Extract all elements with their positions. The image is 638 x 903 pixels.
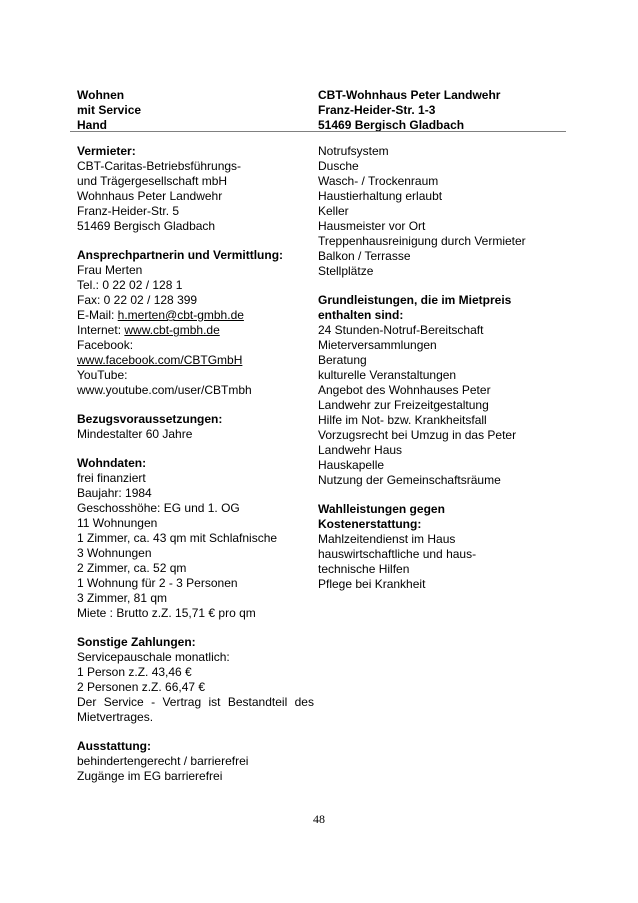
- contact-phone: Tel.: 0 22 02 / 128 1: [77, 278, 183, 292]
- wohndaten-line: 3 Zimmer, 81 qm: [77, 591, 168, 605]
- note-word: Service: [103, 695, 144, 709]
- wahl-line: hauswirtschaftliche und haus-: [318, 547, 477, 561]
- wahl-heading: Kostenerstattung:: [318, 517, 422, 531]
- ausstattung-line: Zugänge im EG barrierefrei: [77, 769, 223, 783]
- feature-line: Haustierhaltung erlaubt: [318, 189, 443, 203]
- wohndaten-heading: Wohndaten:: [77, 456, 147, 470]
- feature-line: Treppenhausreinigung durch Vermieter: [318, 234, 526, 248]
- right-column: [318, 144, 568, 592]
- wohndaten-line: frei finanziert: [77, 471, 146, 485]
- zahlungen-line: Servicepauschale monatlich:: [77, 650, 230, 664]
- grund-line: Angebot des Wohnhauses Peter: [318, 383, 491, 397]
- ausstattung-line: behindertengerecht / barrierefrei: [77, 754, 249, 768]
- grund-line: Vorzugsrecht bei Umzug in das Peter: [318, 428, 517, 442]
- wahl-line: technische Hilfen: [318, 562, 410, 576]
- note-word: Bestandteil: [227, 695, 288, 709]
- page-number: 48: [313, 812, 325, 826]
- wahl-line: Pflege bei Krankheit: [318, 577, 426, 591]
- note-word: des: [294, 695, 314, 709]
- header-left-line: Wohnen: [77, 88, 125, 102]
- grund-line: Landwehr Haus: [318, 443, 403, 457]
- zahlungen-heading: Sonstige Zahlungen:: [77, 635, 196, 649]
- facebook-link[interactable]: www.facebook.com/CBTGmbH: [77, 353, 243, 367]
- header-right-line: Franz-Heider-Str. 1-3: [318, 103, 436, 117]
- wohndaten-line: 3 Wohnungen: [77, 546, 152, 560]
- vermieter-heading: Vermieter:: [77, 144, 136, 158]
- feature-line: Balkon / Terrasse: [318, 249, 411, 263]
- wohndaten-line: 1 Zimmer, ca. 43 qm mit Schlafnische: [77, 531, 278, 545]
- vermieter-line: CBT-Caritas-Betriebsführungs-: [77, 159, 242, 173]
- grund-heading: enthalten sind:: [318, 308, 404, 322]
- wohndaten-line: 1 Wohnung für 2 - 3 Personen: [77, 576, 238, 590]
- wohndaten-line: 11 Wohnungen: [77, 516, 158, 530]
- wahl-heading: Wahlleistungen gegen: [318, 502, 445, 516]
- header-right: [318, 88, 558, 133]
- feature-line: Notrufsystem: [318, 144, 389, 158]
- wohndaten-line: Baujahr: 1984: [77, 486, 152, 500]
- internet-link[interactable]: www.cbt-gmbh.de: [124, 323, 220, 337]
- feature-line: Hausmeister vor Ort: [318, 219, 426, 233]
- contact-name: Frau Merten: [77, 263, 143, 277]
- header-right-line: 51469 Bergisch Gladbach: [318, 118, 465, 132]
- grund-line: Hauskapelle: [318, 458, 385, 472]
- grund-line: Nutzung der Gemeinschaftsräume: [318, 473, 501, 487]
- bezug-line: Mindestalter 60 Jahre: [77, 427, 193, 441]
- left-column: [77, 144, 317, 784]
- zahlungen-line: 1 Person z.Z. 43,46 €: [77, 665, 192, 679]
- email-link[interactable]: h.merten@cbt-gmbh.de: [117, 308, 244, 322]
- feature-line: Dusche: [318, 159, 359, 173]
- grund-line: 24 Stunden-Notruf-Bereitschaft: [318, 323, 484, 337]
- vermieter-line: 51469 Bergisch Gladbach: [77, 219, 216, 233]
- header-divider: [70, 131, 566, 132]
- grund-line: Beratung: [318, 353, 367, 367]
- grund-line: Hilfe im Not- bzw. Krankheitsfall: [318, 413, 487, 427]
- note-word: ist: [208, 695, 221, 709]
- header-right-line: CBT-Wohnhaus Peter Landwehr: [318, 88, 501, 102]
- contact-email-row: [77, 308, 317, 323]
- zahlungen-note-end: Mietvertrages.: [77, 710, 154, 724]
- header-left-line: mit Service: [77, 103, 142, 117]
- header-left-line: Hand: [77, 118, 107, 132]
- grund-line: Landwehr zur Freizeitgestaltung: [318, 398, 489, 412]
- vermieter-line: Franz-Heider-Str. 5: [77, 204, 180, 218]
- bezug-heading: Bezugsvoraussetzungen:: [77, 412, 223, 426]
- wohndaten-line: Geschosshöhe: EG und 1. OG: [77, 501, 240, 515]
- contact-internet-row: [77, 323, 317, 338]
- note-word: -: [151, 695, 156, 709]
- facebook-label: Facebook:: [77, 338, 134, 352]
- header-left: [77, 88, 307, 133]
- vermieter-line: und Trägergesellschaft mbH: [77, 174, 228, 188]
- ansprech-heading: Ansprechpartnerin und Vermittlung:: [77, 248, 284, 262]
- youtube-label: YouTube:: [77, 368, 128, 382]
- feature-line: Wasch- / Trockenraum: [318, 174, 439, 188]
- vermieter-line: Wohnhaus Peter Landwehr: [77, 189, 223, 203]
- wahl-line: Mahlzeitendienst im Haus: [318, 532, 456, 546]
- note-word: Der: [77, 695, 97, 709]
- youtube-url: www.youtube.com/user/CBTmbh: [77, 383, 252, 397]
- note-word: Vertrag: [162, 695, 202, 709]
- wohndaten-line: Miete : Brutto z.Z. 15,71 € pro qm: [77, 606, 256, 620]
- wohndaten-line: 2 Zimmer, ca. 52 qm: [77, 561, 187, 575]
- feature-line: Stellplätze: [318, 264, 374, 278]
- grund-line: Mieterversammlungen: [318, 338, 437, 352]
- zahlungen-note-justified: [77, 695, 314, 710]
- email-label: E-Mail:: [77, 308, 118, 322]
- internet-label: Internet:: [77, 323, 125, 337]
- zahlungen-line: 2 Personen z.Z. 66,47 €: [77, 680, 206, 694]
- grund-line: kulturelle Veranstaltungen: [318, 368, 457, 382]
- feature-line: Keller: [318, 204, 349, 218]
- grund-heading: Grundleistungen, die im Mietpreis: [318, 293, 512, 307]
- ausstattung-heading: Ausstattung:: [77, 739, 151, 753]
- contact-fax: Fax: 0 22 02 / 128 399: [77, 293, 198, 307]
